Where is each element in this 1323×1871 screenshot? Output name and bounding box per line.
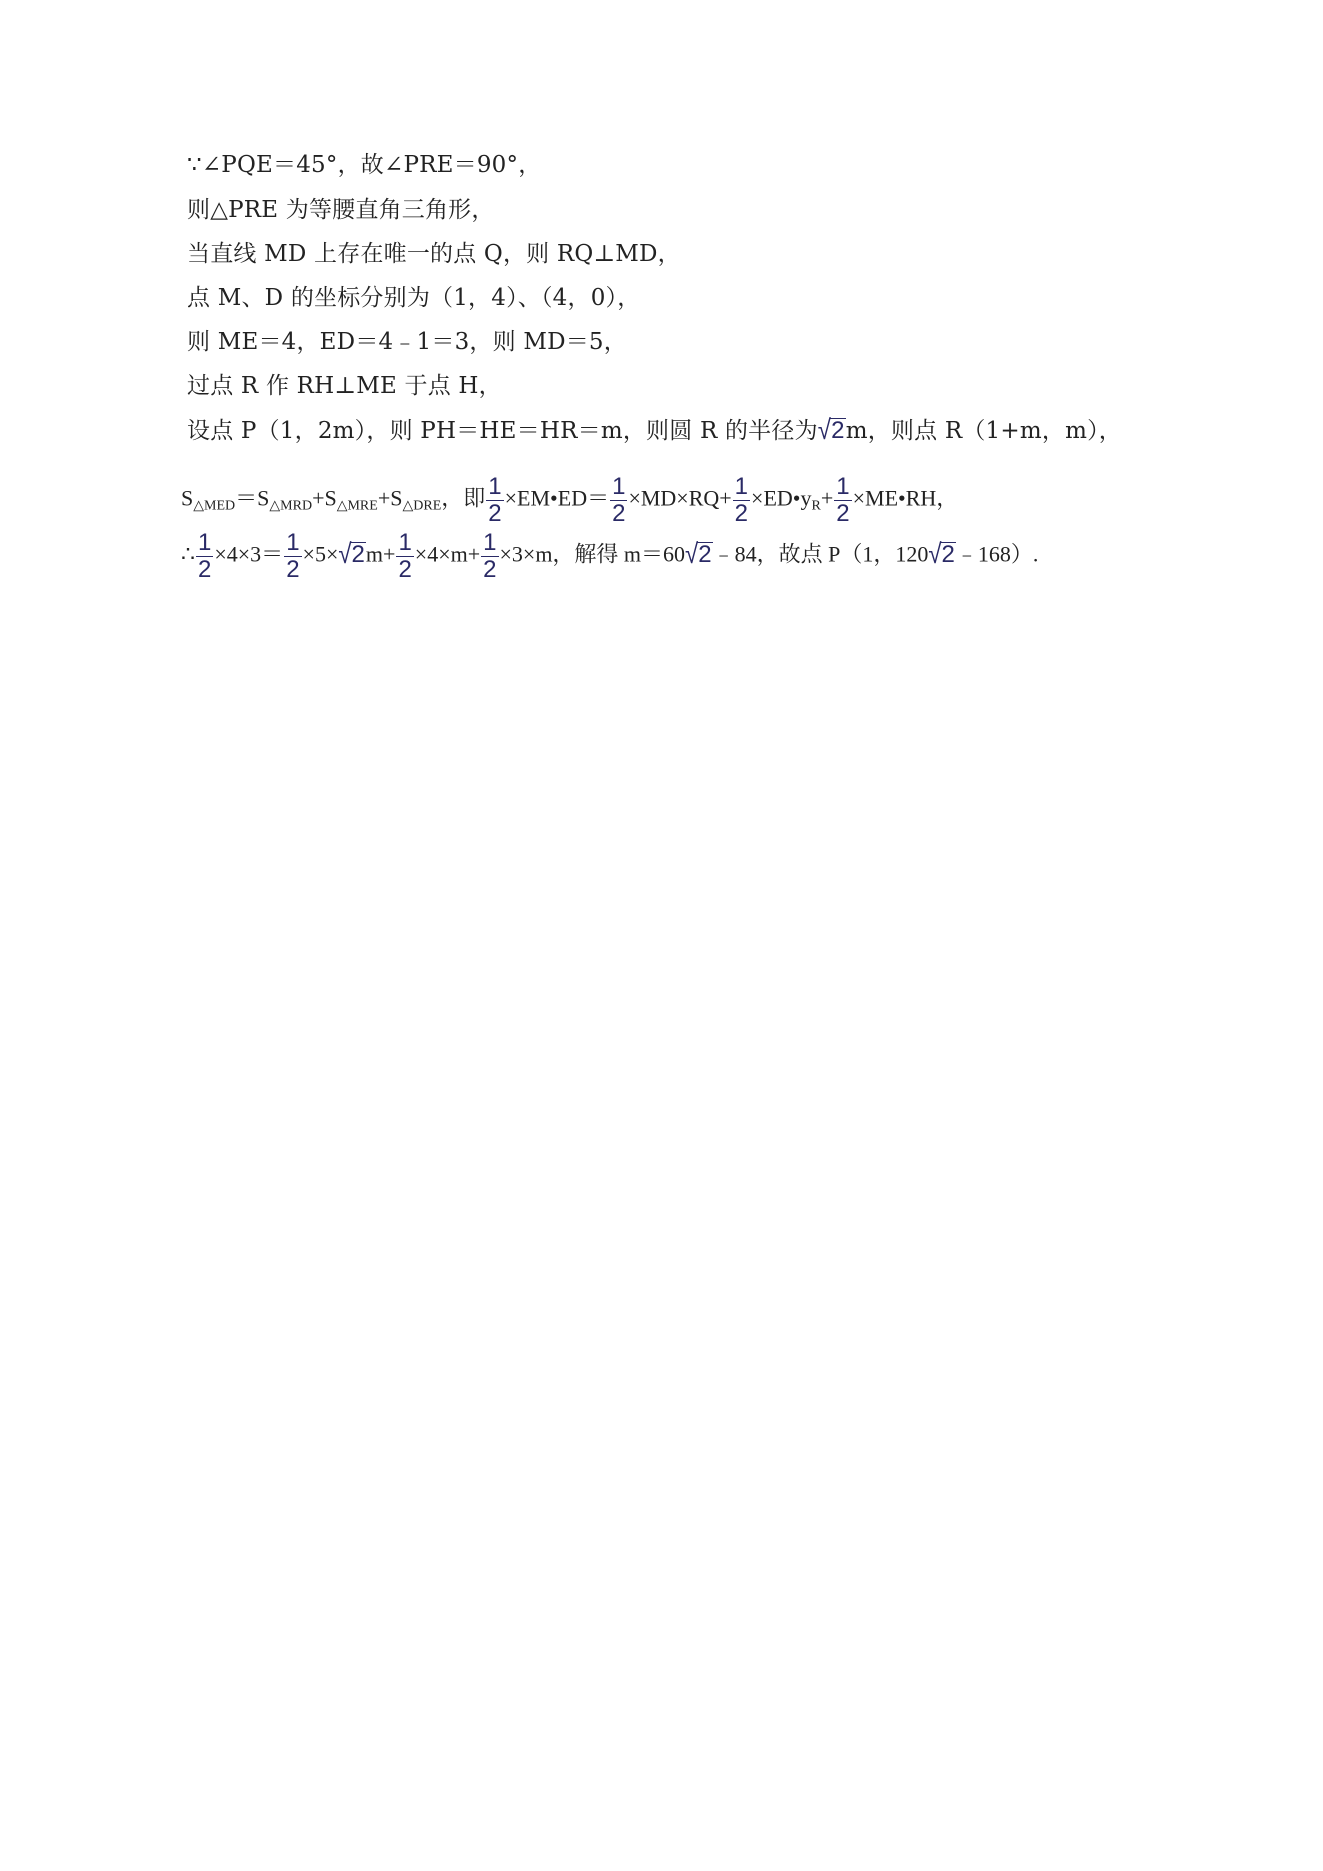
equation-text: ×4×3＝ bbox=[214, 541, 284, 567]
area-symbol: S bbox=[181, 485, 194, 511]
radical-sign: √ bbox=[338, 538, 352, 570]
equation-text: ×3×m，解得 m＝60 bbox=[499, 541, 686, 567]
fraction-one-half: $\frac{1}{2}$ bbox=[398, 529, 412, 583]
equation-text: ×EM•ED＝ bbox=[504, 485, 610, 511]
solution-equation-line bbox=[181, 530, 1038, 583]
area-subscript: △MED bbox=[193, 498, 236, 514]
y-subscript: R bbox=[811, 498, 821, 514]
area-subscript: △MRD bbox=[269, 498, 313, 514]
sqrt-expression bbox=[685, 538, 713, 570]
radicand: 2 bbox=[831, 417, 845, 444]
equation-text: ×MD×RQ+ bbox=[628, 485, 732, 511]
equation-text: +S bbox=[377, 485, 403, 511]
fraction-one-half: $\frac{1}{2}$ bbox=[198, 529, 212, 583]
equation-text: m+ bbox=[365, 541, 396, 567]
therefore-symbol: ∴ bbox=[181, 541, 195, 567]
equation-text: ＝S bbox=[235, 485, 270, 511]
fraction-one-half: $\frac{1}{2}$ bbox=[612, 473, 626, 527]
text-line-1: ∵∠PQE＝45°，故∠PRE＝90°， bbox=[187, 152, 542, 178]
fraction-one-half: $\frac{1}{2}$ bbox=[286, 529, 300, 583]
equation-text: ，即 bbox=[441, 485, 486, 511]
sqrt-expression bbox=[928, 538, 956, 570]
equation-text: ×ED•y bbox=[751, 485, 812, 511]
text-line-3: 当直线 MD 上存在唯一的点 Q，则 RQ⊥MD， bbox=[187, 241, 681, 267]
equation-text: +S bbox=[312, 485, 337, 511]
sqrt-expression bbox=[818, 416, 846, 446]
fraction-one-half: $\frac{1}{2}$ bbox=[836, 473, 850, 527]
equation-text: ×4×m+ bbox=[414, 541, 481, 567]
text-line-5: 则 ME＝4，ED＝4﹣1＝3，则 MD＝5， bbox=[187, 329, 627, 355]
radical-sign: √ bbox=[928, 538, 942, 570]
radical-sign: √ bbox=[685, 538, 699, 570]
equation-text: ﹣168）. bbox=[955, 541, 1039, 567]
fraction-one-half: $\frac{1}{2}$ bbox=[734, 473, 749, 527]
equation-text: + bbox=[820, 485, 834, 511]
line7-text-a: 设点 P（1，2m），则 PH＝HE＝HR＝m，则圆 R 的半径为 bbox=[187, 418, 818, 444]
equation-text: ﹣84，故点 P（1，120 bbox=[712, 541, 929, 567]
text-line-6: 过点 R 作 RH⊥ME 于点 H， bbox=[187, 373, 502, 399]
equation-text: ×5× bbox=[302, 541, 339, 567]
fraction-one-half: $\frac{1}{2}$ bbox=[483, 529, 497, 583]
line7-text-b: m，则点 R（1+m，m）， bbox=[845, 418, 1122, 444]
radicand: 2 bbox=[698, 540, 712, 568]
radicand: 2 bbox=[941, 540, 955, 568]
text-line-4: 点 M、D 的坐标分别为（1，4）、（4，0）， bbox=[187, 285, 641, 311]
sqrt-expression bbox=[338, 538, 366, 570]
fraction-one-half: $\frac{1}{2}$ bbox=[488, 473, 502, 527]
equation-text: ×ME•RH， bbox=[852, 485, 959, 511]
text-line-2: 则△PRE 为等腰直角三角形， bbox=[187, 197, 495, 223]
area-subscript: △MRE bbox=[336, 498, 378, 514]
area-equation-line bbox=[181, 474, 958, 527]
area-subscript: △DRE bbox=[402, 498, 442, 514]
text-line-7 bbox=[187, 416, 1122, 446]
radicand: 2 bbox=[351, 540, 365, 568]
radical-sign: √ bbox=[817, 414, 832, 446]
